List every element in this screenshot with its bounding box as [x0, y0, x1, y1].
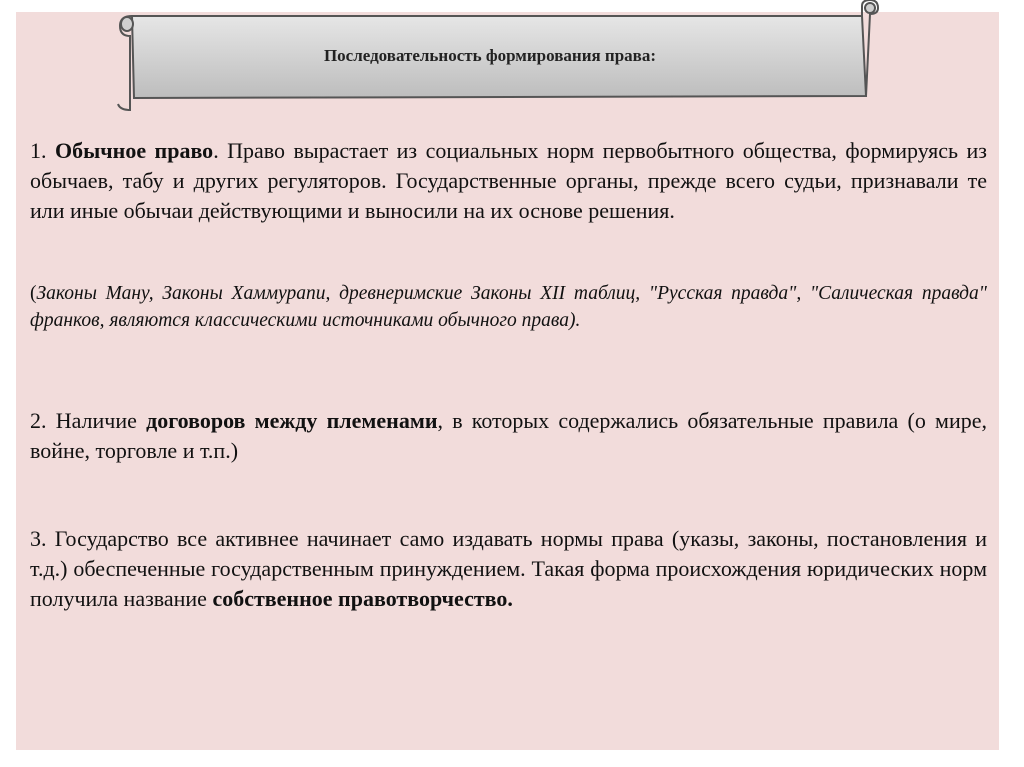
banner-title: Последовательность формирования права:: [323, 46, 657, 65]
slide-background: [16, 12, 999, 750]
paragraph-text: , в которых содержались обязательные правила (о мире, войне, торговле и т.п.): [30, 408, 987, 463]
term-tribal-treaties: договоров между племенами: [146, 408, 438, 433]
paragraph-number: 1.: [30, 138, 47, 163]
scroll-banner: [110, 0, 880, 112]
paragraph-customary-law: [30, 136, 987, 226]
paragraph-tribal-treaties: [30, 406, 987, 466]
term-own-lawmaking: собственное правотворчество.: [212, 586, 513, 611]
note-text: Законы Ману, Законы Хаммурапи, древнеримские Законы XII таблиц, "Русская правда", "Салическая правда" франков, являются классическими источниками обычного права).: [30, 283, 987, 331]
paragraph-lead: 2. Наличие: [30, 408, 147, 433]
term-customary-law: Обычное право: [54, 138, 214, 163]
paragraph-text: . Право вырастает из социальных норм первобытного общества, формируясь из обычаев, табу и других регуляторов. Государственные органы, прежде всего судьи, признавали те или иные обычаи действующими и выносили на их основе решения.: [30, 138, 987, 223]
note-open-paren: (: [30, 283, 37, 304]
paragraph-state-lawmaking: [30, 524, 987, 614]
paragraph-text: 3. Государство все активнее начинает само издавать нормы права (указы, законы, постановления и т.д.) обеспеченные государственным принуждением. Такая форма происхождения юридических норм получила название: [30, 526, 987, 611]
examples-note: [30, 280, 987, 334]
